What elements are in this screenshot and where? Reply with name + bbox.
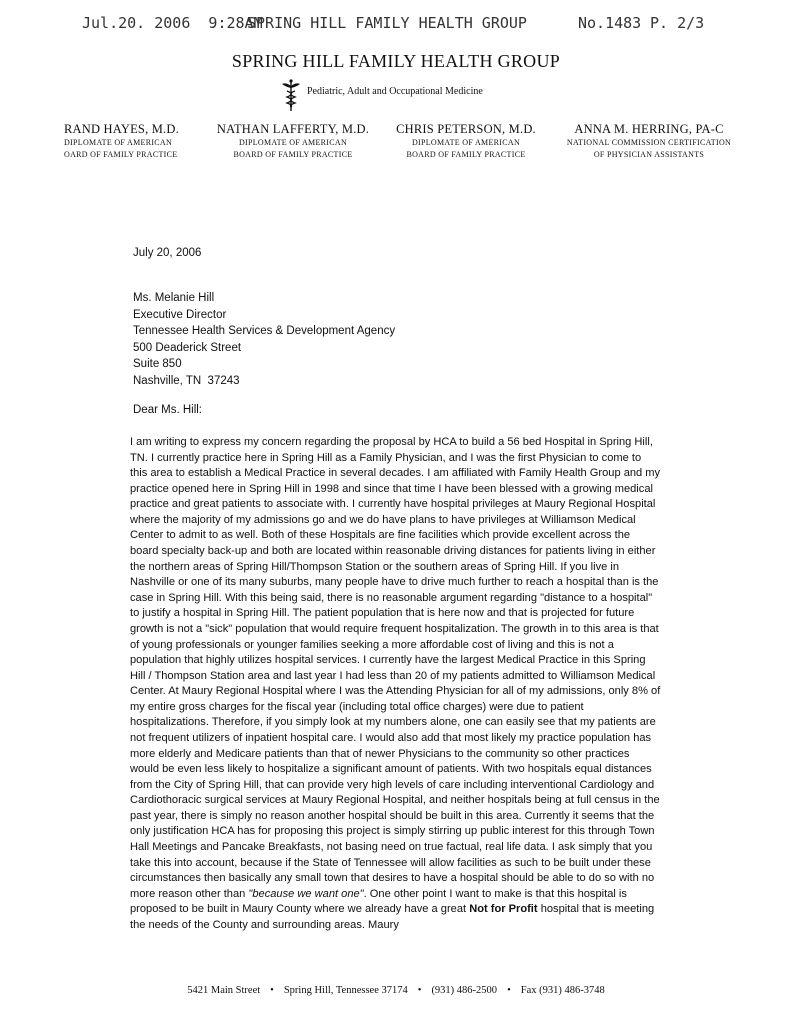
- physician-credential: BOARD OF FAMILY PRACTICE: [406, 150, 526, 159]
- recipient-address: [133, 290, 395, 390]
- physician-credential: DIPLOMATE OF AMERICAN: [238, 138, 348, 147]
- footer-separator: •: [270, 985, 274, 996]
- recipient-title: Executive Director: [133, 308, 227, 321]
- caduceus-icon: [281, 78, 301, 112]
- physician-credential: NATIONAL COMMISSION CERTIFICATION: [566, 138, 732, 147]
- footer-city: Spring Hill, Tennessee 37174: [283, 985, 408, 996]
- body-quote: "because we want one": [248, 887, 364, 900]
- body-text: hospital that is meeting the needs of the County and surrounding areas. Maury: [130, 903, 655, 931]
- letterhead-subtitle: Pediatric, Adult and Occupational Medicine: [307, 86, 483, 97]
- physician-credential: DIPLOMATE OF AMERICAN: [64, 138, 173, 147]
- physician-1: [64, 122, 179, 161]
- physician-4: [556, 122, 742, 161]
- footer-separator: •: [507, 985, 511, 996]
- physician-credential: DIPLOMATE OF AMERICAN: [411, 138, 521, 147]
- physician-credential: OARD OF FAMILY PRACTICE: [64, 150, 178, 159]
- fax-transmission-header: [0, 14, 792, 34]
- footer-street: 5421 Main Street: [187, 985, 261, 996]
- fax-page: P. 2/3: [650, 14, 705, 32]
- footer-phone: (931) 486-2500: [431, 985, 498, 996]
- fax-number: No.1483: [578, 14, 642, 32]
- physician-list: [0, 122, 792, 172]
- body-paragraph: [130, 435, 661, 934]
- recipient-suite: Suite 850: [133, 358, 182, 371]
- body-text: . One other point I want to make is that this hospital is proposed to be built in Maury County where we already have a great: [130, 887, 627, 916]
- salutation: Dear Ms. Hill:: [133, 404, 203, 416]
- physician-name: CHRIS PETERSON, M.D.: [396, 122, 536, 136]
- body-text: I am writing to express my concern regarding the proposal by HCA to build a 56 bed Hospital in Spring Hill, TN. I currently practice here in Spring Hill as a Family Physician, and I was the first Physician to come to this area to establish a Medical Practice in several decades. I am affiliated with Family Health Group and my practice opened here in Spring Hill in 1998 and since that time I have been blessed with a growing medical practice and great patients to associate with. I currently have hospital privileges at Maury Regional Hospital where the majority of my admissions go and we do have plans to have privileges at Williamson Medical Center to admit to as well. Both of these Hospitals are fine facilities which provide excellent across the board specialty back-up and both are located within reasonable driving distances for patients living in either the northern areas of Spring Hill/Thompson Station or the southern areas of Spring Hill. If you live in Nashville or one of its many suburbs, many people have to drive much further to reach a hospital than is the case in Spring Hill. With this being said, there is no reasonable argument regarding "distance to a hospital" to justify a hospital in Spring Hill. The patient population that is here now and that is projected for future growth is not a "sick" population that would require frequent hospitalization. The growth in to this area is that of young professionals or younger families seeking a more affordable cost of living and this is not a population that highly utilizes hospital services. I currently have the largest Medical Practice in this Spring Hill / Thompson Station area and last year I had less than 20 of my patients admitted to Williamson Medical Center. At Maury Regional Hospital where I was the Attending Physician for all of my admissions, only 8% of my entire gross charges for the fiscal year (including total office charges) were due to patient hospitalizations. Therefore, if you simply look at my numbers alone, one can easily see that my patients are not frequent utilizers of inpatient hospital care. I would also add that most likely my practice population has more elderly and Medicare patients than that of newer Physicians to the community so other practices would be even less likely to hospitalize a significant amount of patients. With two hospitals equal distances from the City of Spring Hill, that can provide very high levels of care including interventional Cardiology and Cardiothoracic surgical services at Maury Regional Hospital, and neither hospitals being at full census in the past year, there is simply no reason another hospital should be built in this area. Currently it seems that the only justification HCA has for proposing this project is simply stirring up public interest for this through Town Hall Meetings and Pancake Breakfasts, not basing need on true factual, real life data. I ask simply that you take this into account, because if the State of Tennessee will allow facilities as such to be built under these circumstances then basically any small town that desires to have a hospital should be able to do so with no more reason other than: [130, 436, 661, 900]
- letterhead-title: SPRING HILL FAMILY HEALTH GROUP: [231, 51, 561, 71]
- physician-2: [213, 122, 373, 161]
- recipient-street: 500 Deaderick Street: [133, 341, 242, 354]
- recipient-name: Ms. Melanie Hill: [133, 292, 215, 304]
- physician-3: [391, 122, 541, 161]
- letter-date: July 20, 2006: [133, 247, 202, 259]
- physician-name: RAND HAYES, M.D.: [64, 122, 179, 136]
- recipient-city: Nashville, TN 37243: [133, 374, 240, 387]
- footer-fax: Fax (931) 486-3748: [520, 985, 605, 996]
- physician-name: ANNA M. HERRING, PA-C: [574, 122, 724, 136]
- letterhead-footer: [0, 985, 792, 996]
- physician-credential: BOARD OF FAMILY PRACTICE: [233, 150, 353, 159]
- physician-name: NATHAN LAFFERTY, M.D.: [216, 122, 370, 136]
- physician-credential: OF PHYSICIAN ASSISTANTS: [593, 150, 705, 159]
- letter-body: [130, 435, 661, 934]
- footer-separator: •: [417, 985, 422, 996]
- fax-sender: SPRING HILL FAMILY HEALTH GROUP: [247, 14, 527, 32]
- recipient-organization: Tennessee Health Services & Development Agency: [133, 325, 396, 338]
- fax-datetime: Jul.20. 2006 9:28AM: [82, 14, 263, 32]
- body-bold-text: Not for Profit: [469, 903, 538, 916]
